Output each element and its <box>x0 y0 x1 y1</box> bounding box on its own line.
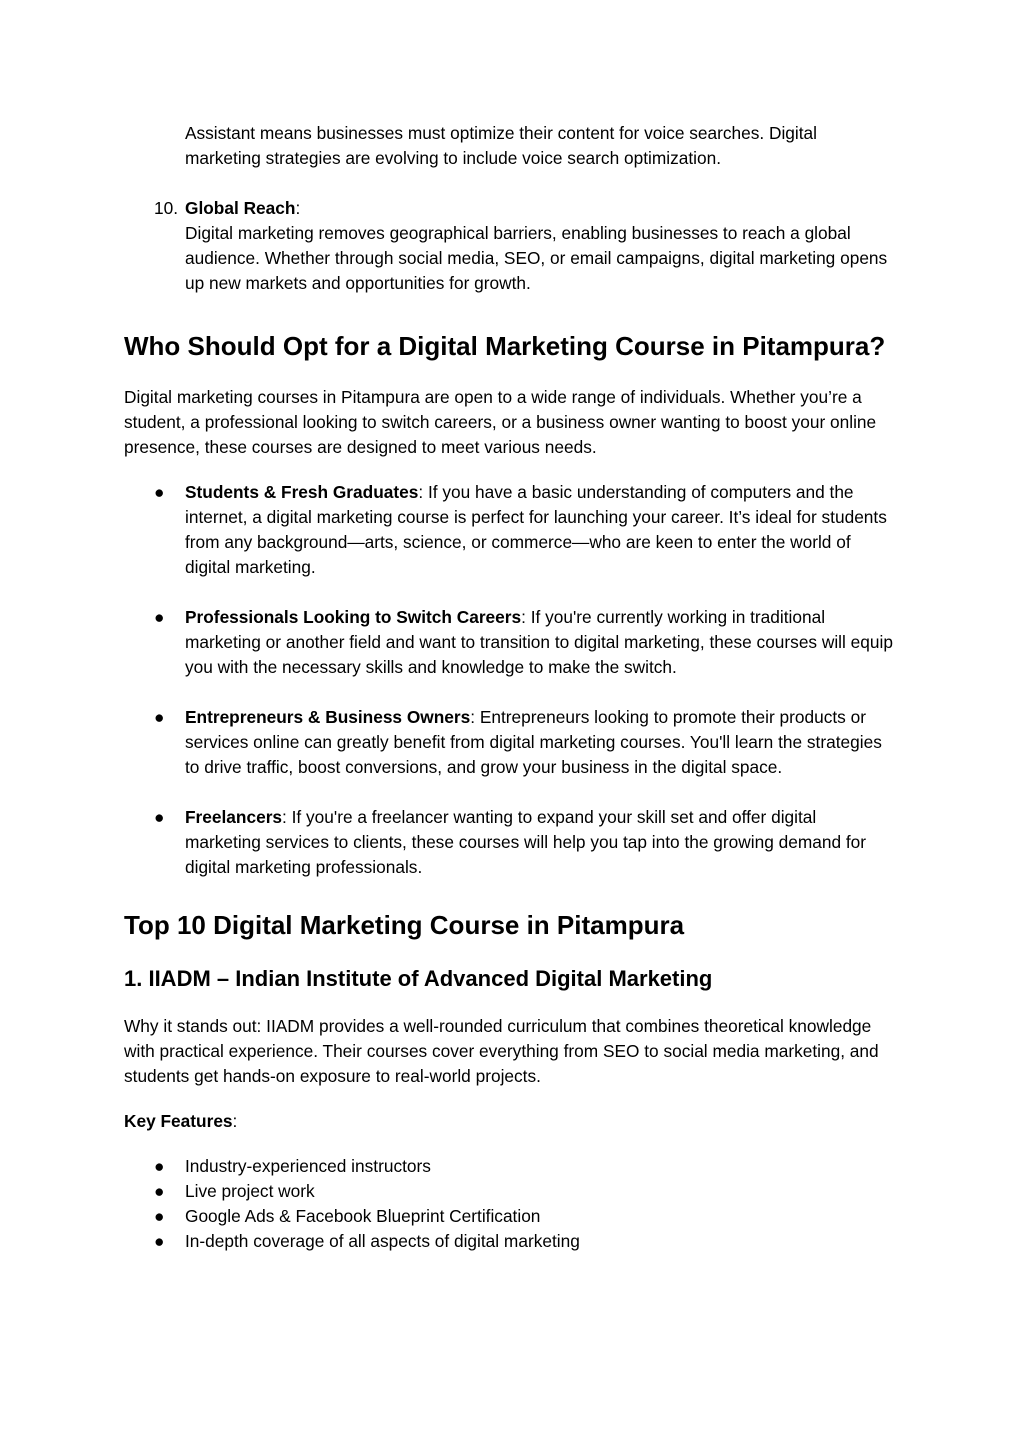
list-item-title: Students & Fresh Graduates <box>185 482 419 502</box>
feature-text: In-depth coverage of all aspects of digital marketing <box>185 1231 580 1251</box>
item-number: 10. <box>154 198 179 218</box>
feature-text: Live project work <box>185 1181 315 1201</box>
bullet-icon: ● <box>154 482 165 502</box>
list-item <box>124 605 894 680</box>
list-item <box>124 1179 894 1204</box>
why-paragraph: Why it stands out: IIADM provides a well-rounded curriculum that combines theoretical knowledge with practical experience. Their courses cover everything from SEO to social media marketing, and students get hands-on exposure to real-world projects. <box>124 1016 879 1086</box>
item9-continuation: Assistant means businesses must optimize their content for voice searches. Digital marketing strategies are evolving to include voice search optimization. <box>185 123 818 168</box>
list-item-title: Professionals Looking to Switch Careers <box>185 607 522 627</box>
item-title-colon: : <box>295 198 301 218</box>
bullet-icon: ● <box>154 1231 165 1251</box>
bullet-icon: ● <box>154 807 165 827</box>
key-features-line <box>124 1109 894 1134</box>
list-item <box>124 705 894 780</box>
list-item <box>124 1229 894 1254</box>
section-heading-who: Who Should Opt for a Digital Marketing Course in Pitampura? <box>124 331 886 361</box>
sub-heading-iiadm: 1. IIADM – Indian Institute of Advanced Digital Marketing <box>124 966 713 991</box>
list-item <box>124 1154 894 1179</box>
list-item-title: Freelancers <box>185 807 283 827</box>
list-item-text: : If you're a freelancer wanting to expand your skill set and offer digital marketing services to clients, these courses will help you tap into the growing demand for digital marketing professionals. <box>185 807 867 877</box>
numbered-item-10 <box>124 196 894 296</box>
bullet-icon: ● <box>154 1181 165 1201</box>
features-list <box>124 1154 894 1254</box>
item-title-line <box>185 196 894 221</box>
list-item-title: Entrepreneurs & Business Owners <box>185 707 471 727</box>
key-features-label: Key Features <box>124 1111 233 1131</box>
section-intro: Digital marketing courses in Pitampura are open to a wide range of individuals. Whether you’re a student, a professional looking to switch careers, or a business owner wanting to boost your online presence, these courses are designed to meet various needs. <box>124 387 877 457</box>
item-text: Digital marketing removes geographical barriers, enabling businesses to reach a global audience. Whether through social media, SEO, or email campaigns, digital marketing opens up new markets and opportunities for growth. <box>185 223 888 293</box>
feature-text: Google Ads & Facebook Blueprint Certification <box>185 1206 541 1226</box>
document-page <box>124 121 894 1254</box>
list-item-text: : If you have a basic understanding of computers and the internet, a digital marketing course is perfect for launching your career. It’s ideal for students from any background—arts, science, or commerce—who are keen to enter the world of digital marketing. <box>185 482 887 577</box>
list-item <box>124 805 894 880</box>
feature-text: Industry-experienced instructors <box>185 1156 431 1176</box>
key-features-colon: : <box>232 1111 238 1131</box>
section-heading-top10: Top 10 Digital Marketing Course in Pitampura <box>124 910 685 940</box>
list-item-text: : Entrepreneurs looking to promote their products or services online can greatly benefit from digital marketing courses. You'll learn the strategies to drive traffic, boost conversions, and grow your business in the digital space. <box>185 707 882 777</box>
bullet-icon: ● <box>154 1156 165 1176</box>
bullet-icon: ● <box>154 1206 165 1226</box>
bullet-icon: ● <box>154 607 165 627</box>
list-item <box>124 1204 894 1229</box>
item-title: Global Reach <box>185 198 296 218</box>
audience-list <box>124 480 894 880</box>
list-item <box>124 480 894 580</box>
list-item-text: : If you're currently working in traditional marketing or another field and want to transition to digital marketing, these courses will equip you with the necessary skills and knowledge to make the switch. <box>185 607 893 677</box>
bullet-icon: ● <box>154 707 165 727</box>
